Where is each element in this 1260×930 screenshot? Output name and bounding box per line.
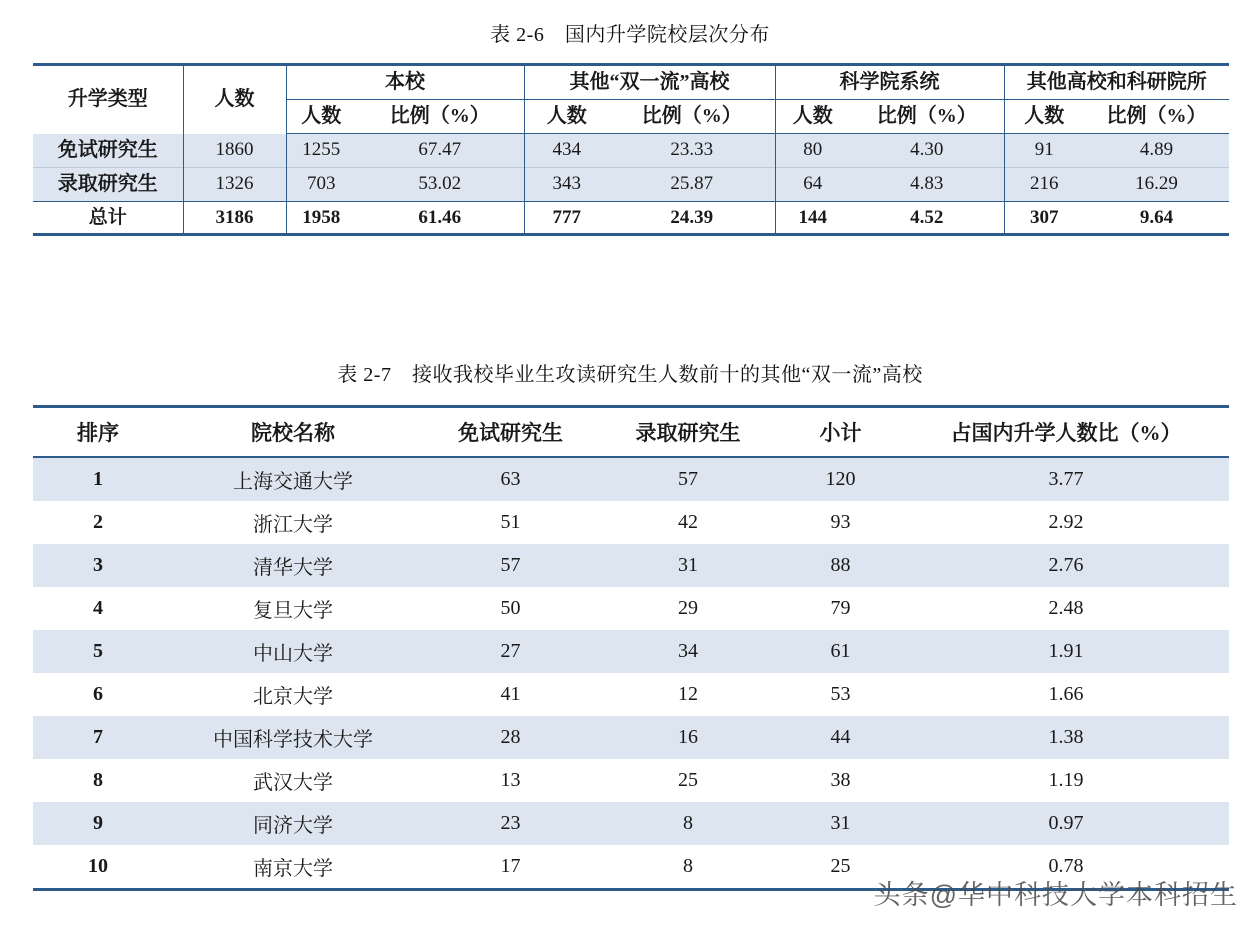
cell-shuangyiliu-pct: 23.33 xyxy=(609,134,775,168)
cell-admitted: 25 xyxy=(678,769,698,791)
cell-admitted: 8 xyxy=(598,802,778,845)
table-row xyxy=(33,630,1229,673)
cell-shuangyiliu-pct: 25.87 xyxy=(609,167,775,201)
header-subtotal: 小计 xyxy=(778,407,903,458)
table-row xyxy=(33,544,1229,587)
cell-share: 1.91 xyxy=(903,630,1229,673)
table-2-7-header-row xyxy=(33,407,1229,458)
table-2-7-caption: 表 2-7 接收我校毕业生攻读研究生人数前十的其他“双一流”高校 xyxy=(337,364,923,386)
header-shuangyiliu-count: 人数 xyxy=(524,100,609,134)
cell-shuangyiliu-pct: 24.39 xyxy=(609,201,775,235)
table-2-6-container xyxy=(33,63,1229,236)
cell-share: 0.97 xyxy=(903,802,1229,845)
cell-qita-pct: 9.64 xyxy=(1084,201,1229,235)
header-exempt: 免试研究生 xyxy=(423,407,598,458)
cell-subtotal: 25 xyxy=(778,845,903,890)
cell-shuangyiliu-count: 343 xyxy=(524,167,609,201)
cell-share: 2.48 xyxy=(1048,597,1084,619)
table-row xyxy=(33,167,1229,201)
cell-benxiao-count: 703 xyxy=(286,167,356,201)
cell-kexueyuan-count: 64 xyxy=(775,167,850,201)
cell-benxiao-count: 1255 xyxy=(286,134,356,168)
cell-shuangyiliu-count: 777 xyxy=(524,201,609,235)
cell-admitted: 12 xyxy=(678,683,698,705)
cell-rank: 2 xyxy=(93,511,103,533)
watermark: 头条@华中科技大学本科招生 xyxy=(873,880,1238,910)
cell-subtotal: 79 xyxy=(830,597,851,619)
cell-admitted: 34 xyxy=(598,630,778,673)
header-share: 占国内升学人数比（%） xyxy=(903,407,1229,458)
cell-university: 浙江大学 xyxy=(253,514,333,536)
cell-kexueyuan-pct: 4.52 xyxy=(850,201,1004,235)
table-2-6 xyxy=(33,63,1229,236)
cell-university: 中国科学技术大学 xyxy=(163,716,423,759)
table-row xyxy=(33,501,1229,544)
header-qita-count: 人数 xyxy=(1004,100,1084,134)
cell-qita-count: 91 xyxy=(1004,134,1084,168)
cell-qita-pct: 4.89 xyxy=(1084,134,1229,168)
table-2-7-container xyxy=(33,405,1229,891)
cell-university: 上海交通大学 xyxy=(163,457,423,501)
header-group-shuangyiliu: 其他“双一流”高校 xyxy=(524,65,775,100)
cell-exempt: 27 xyxy=(423,630,598,673)
cell-share: 3.77 xyxy=(903,457,1229,501)
cell-type: 总计 xyxy=(33,201,183,235)
cell-rank: 6 xyxy=(93,683,103,705)
cell-university: 北京大学 xyxy=(253,686,333,708)
cell-university: 中山大学 xyxy=(163,630,423,673)
cell-admitted: 57 xyxy=(598,457,778,501)
cell-subtotal: 120 xyxy=(778,457,903,501)
cell-qita-count: 216 xyxy=(1004,167,1084,201)
cell-exempt: 17 xyxy=(423,845,598,890)
header-cell-type: 升学类型 xyxy=(33,65,183,134)
cell-subtotal: 44 xyxy=(778,716,903,759)
header-rank: 排序 xyxy=(33,407,163,458)
table-total-row xyxy=(33,201,1229,235)
cell-share: 0.78 xyxy=(903,845,1229,890)
cell-exempt: 28 xyxy=(423,716,598,759)
cell-rank: 9 xyxy=(33,802,163,845)
cell-total: 1326 xyxy=(183,167,286,201)
cell-rank: 10 xyxy=(33,845,163,890)
table-2-6-header-row-1 xyxy=(33,65,1229,100)
table-row xyxy=(33,759,1229,802)
table-row xyxy=(33,134,1229,168)
cell-admitted: 42 xyxy=(678,511,698,533)
cell-rank: 5 xyxy=(33,630,163,673)
cell-exempt: 51 xyxy=(500,511,521,533)
header-cell-count: 人数 xyxy=(183,65,286,134)
table-row xyxy=(33,802,1229,845)
table-2-7 xyxy=(33,405,1229,891)
cell-rank: 4 xyxy=(93,597,103,619)
cell-subtotal: 38 xyxy=(830,769,851,791)
header-group-qita: 其他高校和科研院所 xyxy=(1004,65,1229,100)
cell-subtotal: 53 xyxy=(830,683,851,705)
cell-kexueyuan-pct: 4.83 xyxy=(850,167,1004,201)
cell-exempt: 57 xyxy=(423,544,598,587)
cell-rank: 7 xyxy=(33,716,163,759)
cell-share: 1.66 xyxy=(1048,683,1084,705)
cell-admitted: 31 xyxy=(598,544,778,587)
header-kexueyuan-pct: 比例（%） xyxy=(850,100,1004,134)
cell-qita-count: 307 xyxy=(1004,201,1084,235)
cell-share: 2.76 xyxy=(903,544,1229,587)
cell-university: 清华大学 xyxy=(163,544,423,587)
cell-university: 复旦大学 xyxy=(253,600,333,622)
table-2-6-caption: 表 2-6 国内升学院校层次分布 xyxy=(490,24,770,46)
header-benxiao-count: 人数 xyxy=(286,100,356,134)
cell-admitted: 16 xyxy=(598,716,778,759)
cell-rank: 3 xyxy=(33,544,163,587)
header-benxiao-pct: 比例（%） xyxy=(356,100,524,134)
cell-exempt: 41 xyxy=(500,683,521,705)
cell-exempt: 63 xyxy=(423,457,598,501)
header-group-kexueyuan: 科学院系统 xyxy=(775,65,1004,100)
cell-benxiao-pct: 61.46 xyxy=(356,201,524,235)
cell-share: 1.38 xyxy=(903,716,1229,759)
header-kexueyuan-count: 人数 xyxy=(775,100,850,134)
cell-admitted: 29 xyxy=(678,597,698,619)
cell-benxiao-pct: 53.02 xyxy=(356,167,524,201)
cell-benxiao-count: 1958 xyxy=(286,201,356,235)
cell-exempt: 13 xyxy=(500,769,521,791)
cell-kexueyuan-count: 80 xyxy=(775,134,850,168)
header-university: 院校名称 xyxy=(163,407,423,458)
table-row xyxy=(33,673,1229,716)
header-qita-pct: 比例（%） xyxy=(1084,100,1229,134)
cell-admitted: 8 xyxy=(598,845,778,890)
table-row xyxy=(33,716,1229,759)
table-row xyxy=(33,457,1229,501)
cell-qita-pct: 16.29 xyxy=(1084,167,1229,201)
cell-rank: 1 xyxy=(33,457,163,501)
cell-share: 1.19 xyxy=(1048,769,1084,791)
cell-kexueyuan-pct: 4.30 xyxy=(850,134,1004,168)
cell-kexueyuan-count: 144 xyxy=(775,201,850,235)
cell-university: 同济大学 xyxy=(163,802,423,845)
cell-benxiao-pct: 67.47 xyxy=(356,134,524,168)
cell-university: 南京大学 xyxy=(163,845,423,890)
cell-shuangyiliu-count: 434 xyxy=(524,134,609,168)
cell-exempt: 23 xyxy=(423,802,598,845)
cell-type: 录取研究生 xyxy=(33,167,183,201)
table-row xyxy=(33,587,1229,630)
header-shuangyiliu-pct: 比例（%） xyxy=(609,100,775,134)
cell-subtotal: 31 xyxy=(778,802,903,845)
header-group-benxiao: 本校 xyxy=(286,65,524,100)
cell-type: 免试研究生 xyxy=(33,134,183,168)
cell-subtotal: 88 xyxy=(778,544,903,587)
cell-subtotal: 61 xyxy=(778,630,903,673)
cell-total: 3186 xyxy=(183,201,286,235)
cell-total: 1860 xyxy=(183,134,286,168)
cell-rank: 8 xyxy=(93,769,103,791)
cell-subtotal: 93 xyxy=(830,511,851,533)
cell-university: 武汉大学 xyxy=(253,772,333,794)
cell-share: 2.92 xyxy=(1048,511,1084,533)
cell-exempt: 50 xyxy=(500,597,521,619)
header-admitted: 录取研究生 xyxy=(598,407,778,458)
